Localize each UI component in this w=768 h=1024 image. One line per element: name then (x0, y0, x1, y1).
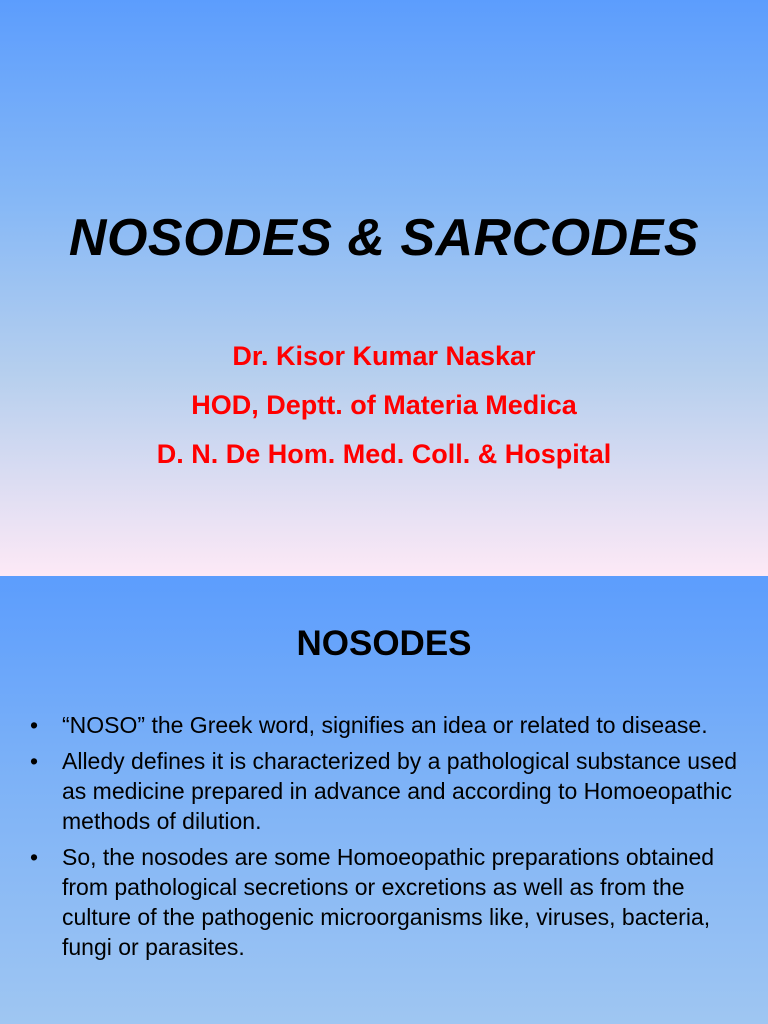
bullet-item (30, 710, 750, 740)
bullet-icon: • (30, 712, 39, 738)
bullet-text: Alledy defines it is characterized by a pathological substance used as medicine prepared in advance and according to Homoeopathic methods of dilution. (62, 748, 738, 834)
bullet-text: “NOSO” the Greek word, signifies an idea or related to disease. (62, 712, 708, 738)
bullet-list (30, 710, 750, 968)
bullet-item (30, 746, 750, 836)
slide-title: NOSODES & SARCODES (68, 209, 700, 267)
bullet-icon: • (30, 844, 39, 870)
bullet-text: So, the nosodes are some Homoeopathic preparations obtained from pathological secretions or excretions as well as from the culture of the pathogenic microorganisms like, viruses, bacteria, fungi or parasites. (62, 844, 715, 960)
section-title: NOSODES (296, 624, 472, 663)
author-position: HOD, Deptt. of Materia Medica (191, 390, 577, 420)
bullet-item (30, 842, 750, 962)
author-institution: D. N. De Hom. Med. Coll. & Hospital (156, 439, 612, 469)
author-block (0, 332, 768, 479)
bullet-icon: • (30, 748, 39, 774)
author-name: Dr. Kisor Kumar Naskar (232, 341, 536, 371)
